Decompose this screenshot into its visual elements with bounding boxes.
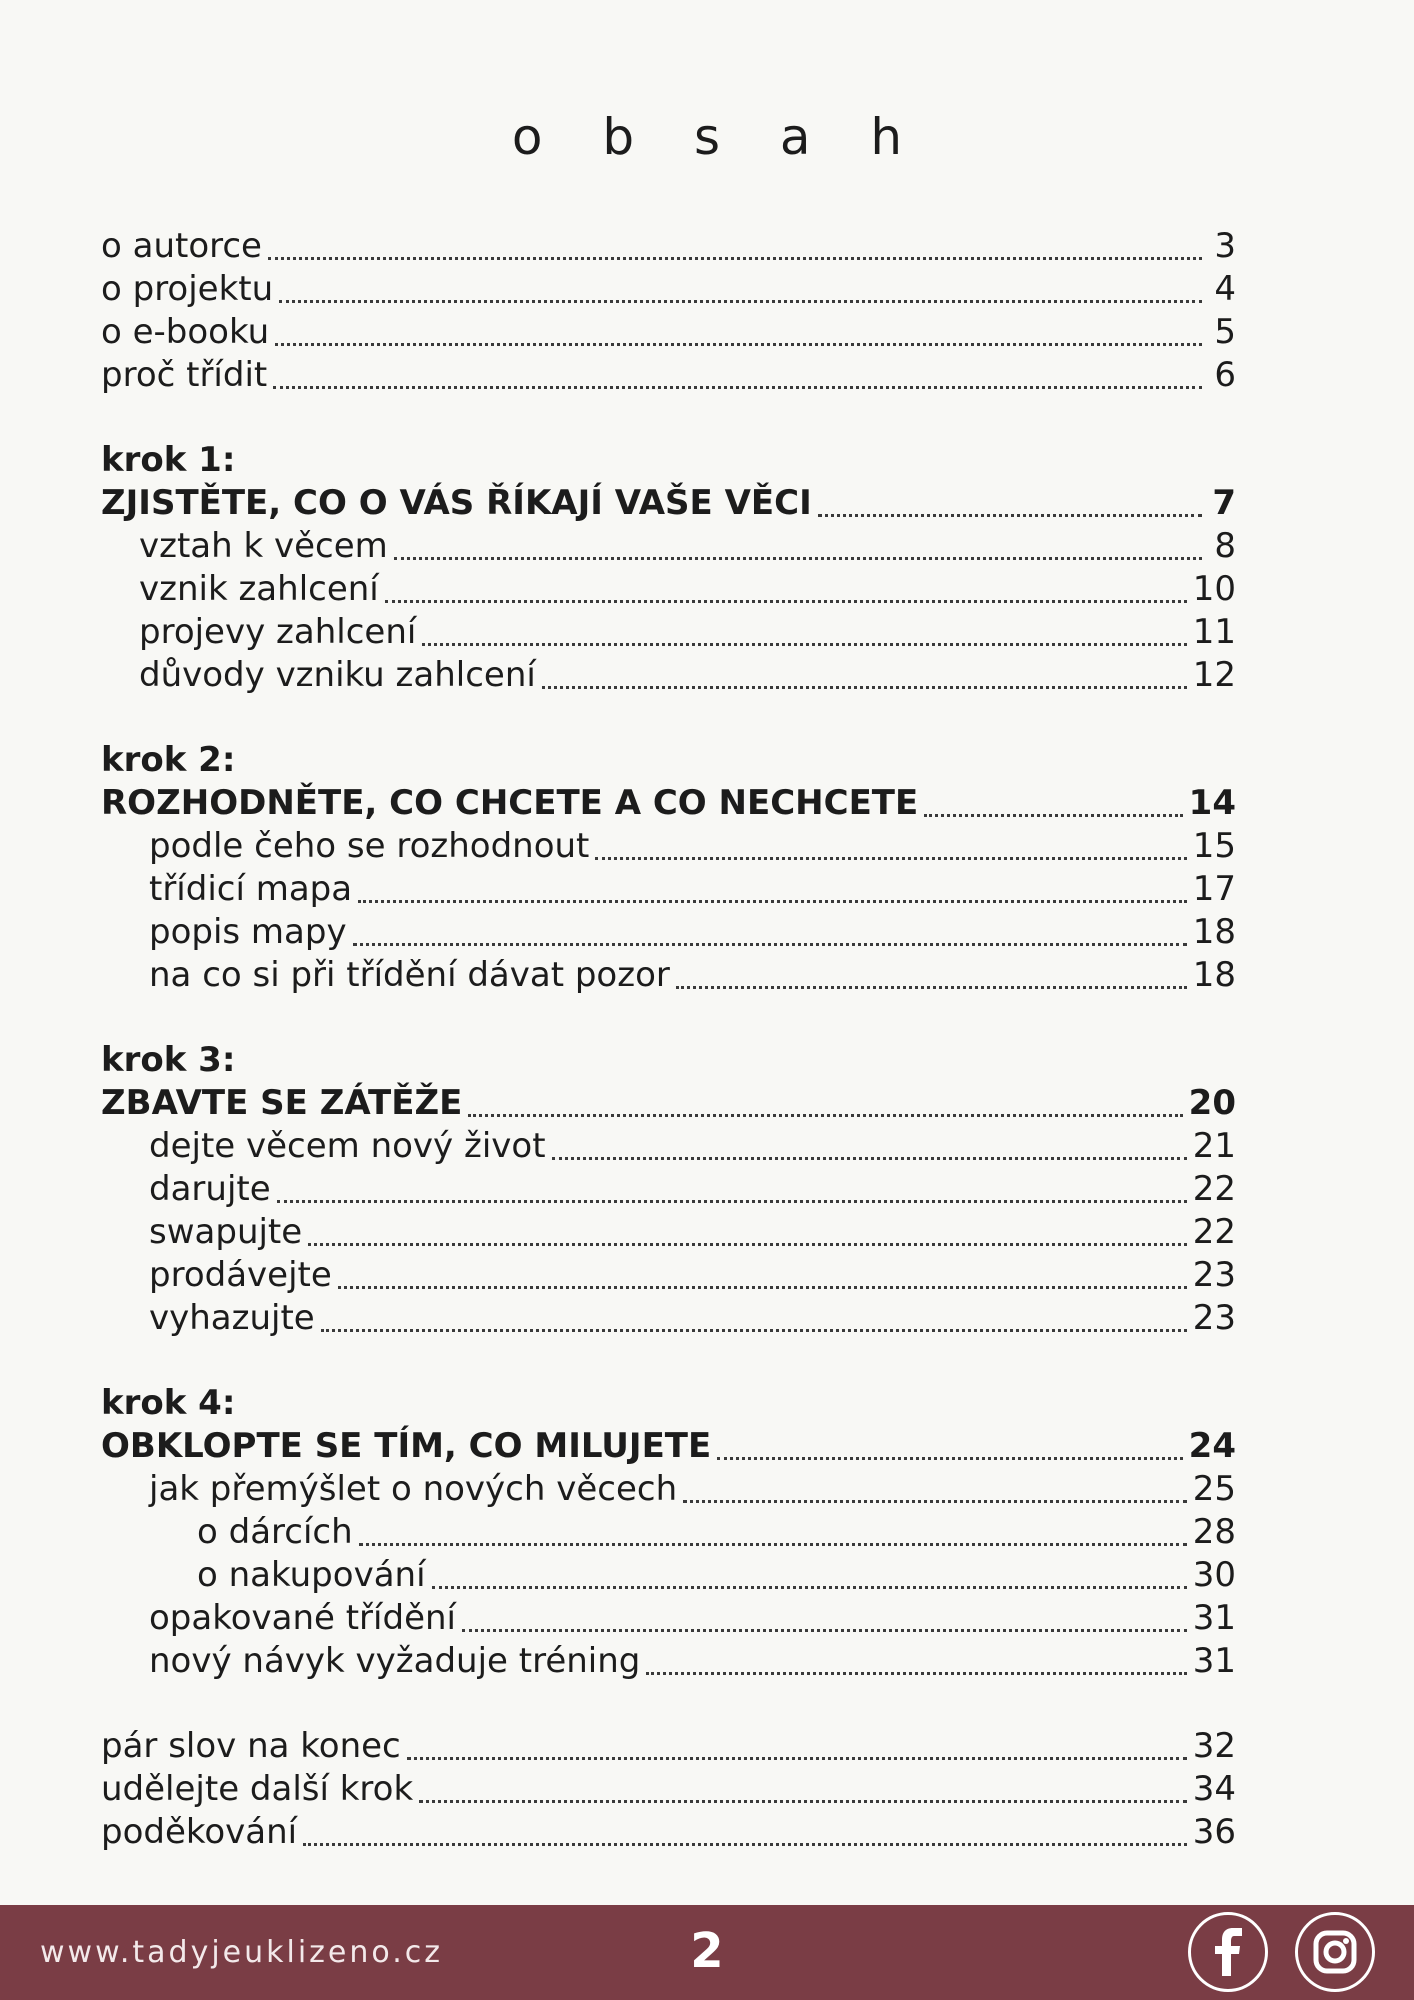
toc-entry-label: udělejte další krok <box>101 1769 414 1809</box>
leader-dots <box>542 686 1187 689</box>
toc-entry-page: 8 <box>1214 526 1236 566</box>
toc-entry[interactable] <box>101 225 1236 268</box>
toc-entry-label: dejte věcem nový život <box>149 1126 546 1166</box>
toc-entry-page: 30 <box>1192 1555 1236 1595</box>
toc-entry-label: vznik zahlcení <box>139 569 379 609</box>
toc-entry-page: 7 <box>1212 483 1236 523</box>
toc-entry[interactable] <box>101 1811 1236 1854</box>
leader-dots <box>595 857 1186 860</box>
toc-chapter-label: ZJISTĚTE, CO O VÁS ŘÍKAJÍ VAŠE VĚCI <box>101 483 812 523</box>
leader-dots <box>422 643 1186 646</box>
toc-entry-label: opakované třídění <box>149 1598 456 1638</box>
toc-entry-label: vztah k věcem <box>139 526 388 566</box>
toc-entry-label: swapujte <box>149 1212 303 1252</box>
toc-entry[interactable] <box>101 1554 1236 1597</box>
leader-dots <box>419 1800 1187 1803</box>
toc-entry[interactable] <box>101 1725 1236 1768</box>
leader-dots <box>646 1672 1186 1675</box>
toc-entry[interactable] <box>101 311 1236 354</box>
toc-entry-page: 5 <box>1214 312 1236 352</box>
toc-entry-label: projevy zahlcení <box>139 612 417 652</box>
toc-entry-label: o projektu <box>101 269 274 309</box>
toc-entry-page: 31 <box>1192 1641 1236 1681</box>
table-of-contents <box>101 225 1236 1854</box>
toc-entry-page: 4 <box>1214 269 1236 309</box>
leader-dots <box>394 557 1202 560</box>
toc-entry[interactable] <box>101 1511 1236 1554</box>
toc-entry-label: důvody vzniku zahlcení <box>139 655 536 695</box>
toc-entry-label: třídicí mapa <box>149 869 353 909</box>
leader-dots <box>338 1286 1187 1289</box>
toc-chapter-label: ZBAVTE SE ZÁTĚŽE <box>101 1083 463 1123</box>
leader-dots <box>273 386 1202 389</box>
toc-entry-page: 17 <box>1192 869 1236 909</box>
toc-entry-page: 3 <box>1214 226 1236 266</box>
toc-entry-page: 10 <box>1192 569 1236 609</box>
toc-chapter[interactable] <box>101 1082 1236 1125</box>
toc-entry[interactable] <box>101 911 1236 954</box>
toc-chapter[interactable] <box>101 782 1236 825</box>
toc-entry[interactable] <box>101 1468 1236 1511</box>
leader-dots <box>552 1157 1187 1160</box>
toc-entry[interactable] <box>101 954 1236 997</box>
toc-entry-label: jak přemýšlet o nových věcech <box>149 1469 678 1509</box>
toc-entry-label: podle čeho se rozhodnout <box>149 826 590 866</box>
toc-entry-page: 18 <box>1192 955 1236 995</box>
toc-entry-label: proč třídit <box>101 355 268 395</box>
toc-entry-page: 12 <box>1192 655 1236 695</box>
toc-entry[interactable] <box>101 611 1236 654</box>
toc-entry[interactable] <box>101 1768 1236 1811</box>
footer-bar <box>0 1905 1414 2000</box>
step-heading: krok 1: <box>101 440 236 480</box>
website-link[interactable]: www.tadyjeuklizeno.cz <box>40 1935 444 1970</box>
leader-dots <box>303 1843 1187 1846</box>
toc-entry-page: 15 <box>1192 826 1236 866</box>
toc-entry-page: 18 <box>1192 912 1236 952</box>
leader-dots <box>268 257 1202 260</box>
leader-dots <box>277 1200 1187 1203</box>
toc-entry[interactable] <box>101 268 1236 311</box>
toc-entry[interactable] <box>101 354 1236 397</box>
toc-entry[interactable] <box>101 654 1236 697</box>
toc-entry[interactable] <box>101 1168 1236 1211</box>
toc-entry[interactable] <box>101 868 1236 911</box>
toc-entry-label: vyhazujte <box>149 1298 315 1338</box>
toc-entry-label: o e-booku <box>101 312 270 352</box>
toc-entry-label: na co si při třídění dávat pozor <box>149 955 670 995</box>
toc-entry-label: prodávejte <box>149 1255 332 1295</box>
toc-entry[interactable] <box>101 825 1236 868</box>
leader-dots <box>683 1500 1187 1503</box>
toc-entry-page: 34 <box>1192 1769 1236 1809</box>
leader-dots <box>818 514 1202 517</box>
toc-entry-label: popis mapy <box>149 912 347 952</box>
toc-entry-page: 20 <box>1188 1083 1236 1123</box>
toc-entry-page: 25 <box>1192 1469 1236 1509</box>
leader-dots <box>462 1629 1187 1632</box>
page-number: 2 <box>690 1923 724 1979</box>
leader-dots <box>321 1329 1187 1332</box>
leader-dots <box>717 1457 1182 1460</box>
toc-entry-page: 14 <box>1188 783 1236 823</box>
toc-chapter[interactable] <box>101 1425 1236 1468</box>
step-heading: krok 4: <box>101 1383 236 1423</box>
toc-entry-page: 11 <box>1192 612 1236 652</box>
toc-entry-page: 28 <box>1192 1512 1236 1552</box>
toc-entry[interactable] <box>101 1597 1236 1640</box>
toc-chapter-label: ROZHODNĚTE, CO CHCETE A CO NECHCETE <box>101 783 919 823</box>
toc-entry-label: o nakupování <box>197 1555 426 1595</box>
leader-dots <box>353 943 1187 946</box>
leader-dots <box>407 1757 1187 1760</box>
toc-entry-label: o autorce <box>101 226 262 266</box>
step-heading: krok 3: <box>101 1040 236 1080</box>
leader-dots <box>275 343 1202 346</box>
leader-dots <box>676 986 1187 989</box>
leader-dots <box>924 814 1182 817</box>
leader-dots <box>358 900 1187 903</box>
toc-entry[interactable] <box>101 525 1236 568</box>
toc-entry-page: 36 <box>1192 1812 1236 1852</box>
toc-entry-label: o dárcích <box>197 1512 353 1552</box>
instagram-icon[interactable] <box>1295 1912 1375 1992</box>
leader-dots <box>468 1114 1182 1117</box>
toc-entry[interactable] <box>101 1640 1236 1683</box>
page-title: o b s a h <box>511 108 925 166</box>
leader-dots <box>359 1543 1187 1546</box>
toc-entry-label: darujte <box>149 1169 271 1209</box>
leader-dots <box>432 1586 1187 1589</box>
leader-dots <box>385 600 1187 603</box>
toc-entry[interactable] <box>101 1125 1236 1168</box>
toc-entry-page: 6 <box>1214 355 1236 395</box>
toc-entry[interactable] <box>101 568 1236 611</box>
toc-entry-page: 31 <box>1192 1598 1236 1638</box>
toc-entry-page: 22 <box>1192 1169 1236 1209</box>
step-heading: krok 2: <box>101 740 236 780</box>
toc-entry-page: 22 <box>1192 1212 1236 1252</box>
toc-entry-page: 23 <box>1192 1255 1236 1295</box>
toc-entry-page: 24 <box>1188 1426 1236 1466</box>
leader-dots <box>279 300 1202 303</box>
toc-entry-label: poděkování <box>101 1812 298 1852</box>
toc-entry-label: nový návyk vyžaduje tréning <box>149 1641 641 1681</box>
toc-entry[interactable] <box>101 1211 1236 1254</box>
toc-entry[interactable] <box>101 1254 1236 1297</box>
facebook-icon[interactable] <box>1188 1912 1268 1992</box>
toc-entry-page: 32 <box>1192 1726 1236 1766</box>
toc-chapter[interactable] <box>101 482 1236 525</box>
toc-entry-label: pár slov na konec <box>101 1726 401 1766</box>
leader-dots <box>308 1243 1187 1246</box>
toc-entry-page: 23 <box>1192 1298 1236 1338</box>
toc-chapter-label: OBKLOPTE SE TÍM, CO MILUJETE <box>101 1426 712 1466</box>
toc-entry[interactable] <box>101 1297 1236 1340</box>
toc-entry-page: 21 <box>1192 1126 1236 1166</box>
